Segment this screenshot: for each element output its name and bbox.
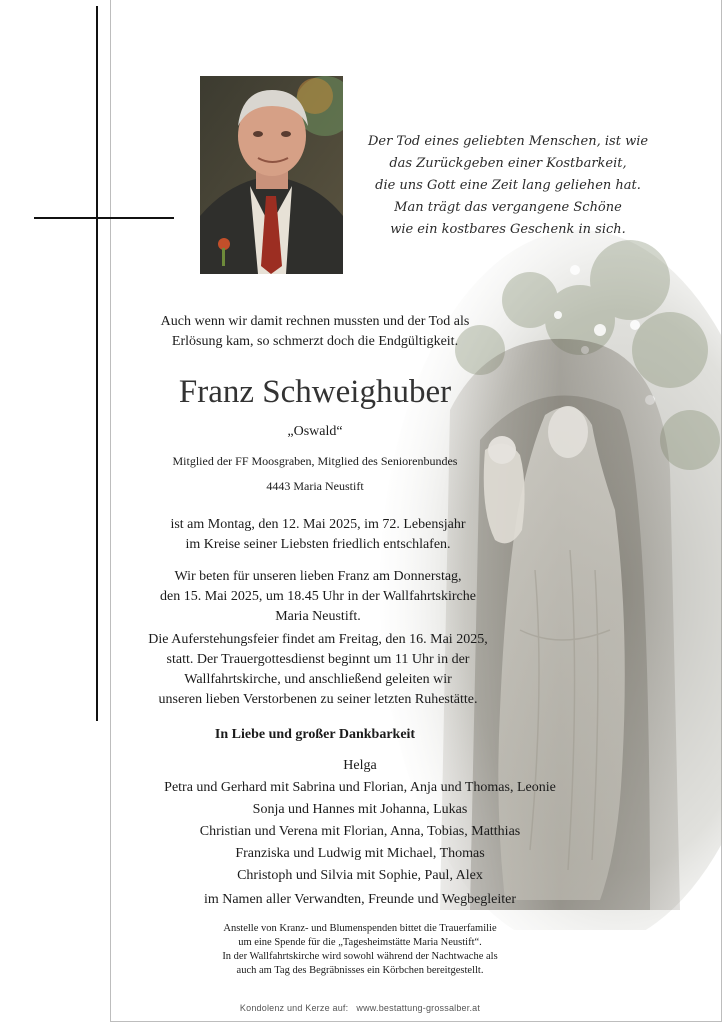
quote-line: Man trägt das vergangene Schöne [394,200,622,215]
family-list [130,755,590,887]
death-notice-line: ist am Montag, den 12. Mai 2025, im 72. Lebensjahr [170,517,466,532]
funeral-line: Die Auferstehungsfeier findet am Freitag, den 16. Mai 2025, [148,632,488,647]
deceased-location: 4443 Maria Neustift [266,479,364,493]
family-line: Helga [343,758,377,773]
footer-url[interactable]: www.bestattung-grossalber.at [356,1003,481,1013]
prayer-line: Maria Neustift. [275,609,361,624]
deceased-name: Franz Schweighuber [178,374,452,410]
family-line: Christoph und Silvia mit Sophie, Paul, Alex [237,868,483,883]
donation-notice [130,922,590,978]
quote [358,131,658,241]
footer-label: Kondolenz und Kerze auf: [239,1003,349,1013]
family-line: Christian und Verena mit Florian, Anna, Tobias, Matthias [199,824,521,839]
donation-line: Anstelle von Kranz- und Blumenspenden bittet die Trauerfamilie [223,923,497,934]
donation-line: um eine Spende für die „Tagesheimstätte Maria Neustift“. [238,937,482,948]
intro-text [130,312,500,352]
prayer-notice [128,567,508,627]
family-line: Sonja und Hannes mit Johanna, Lukas [252,802,468,817]
quote-line: Der Tod eines geliebten Menschen, ist wie [367,134,649,149]
funeral-line: statt. Der Trauergottesdienst beginnt um 11 Uhr in der [166,652,470,667]
death-notice-line: im Kreise seiner Liebsten friedlich entschlafen. [185,537,451,552]
donation-line: In der Wallfahrtskirche wird sowohl während der Nachtwache als [222,951,498,962]
family-line: Franziska und Ludwig mit Michael, Thomas [235,846,485,861]
deceased-membership: Mitglied der FF Moosgraben, Mitglied des Seniorenbundes [172,454,458,468]
quote-line: wie ein kostbares Geschenk in sich. [390,222,626,237]
cross-vertical-bar [96,6,98,721]
prayer-line: den 15. Mai 2025, um 18.45 Uhr in der Wallfahrtskirche [160,589,476,604]
intro-line: Auch wenn wir damit rechnen mussten und der Tod als [160,314,470,329]
footer [130,1002,590,1014]
prayer-line: Wir beten für unseren lieben Franz am Donnerstag, [174,569,462,584]
relatives-line: im Namen aller Verwandten, Freunde und Wegbegleiter [203,892,517,907]
portrait-photo [200,76,343,274]
deceased-nickname: „Oswald“ [287,424,343,439]
funeral-line: unseren lieben Verstorbenen zu seiner letzten Ruhestätte. [158,692,478,707]
funeral-notice [128,630,508,710]
quote-line: das Zurückgeben einer Kostbarkeit, [389,156,627,171]
death-notice [128,515,508,555]
funeral-line: Wallfahrtskirche, und anschließend geleiten wir [184,672,452,687]
cross-horizontal-bar [34,217,174,219]
intro-line: Erlösung kam, so schmerzt doch die Endgültigkeit. [171,334,459,349]
closing-heading: In Liebe und großer Dankbarkeit [214,727,416,742]
family-line: Petra und Gerhard mit Sabrina und Florian, Anja und Thomas, Leonie [164,780,556,795]
quote-line: die uns Gott eine Zeit lang geliehen hat. [375,178,641,193]
donation-line: auch am Tag des Begräbnisses ein Körbchen bereitgestellt. [236,965,484,976]
